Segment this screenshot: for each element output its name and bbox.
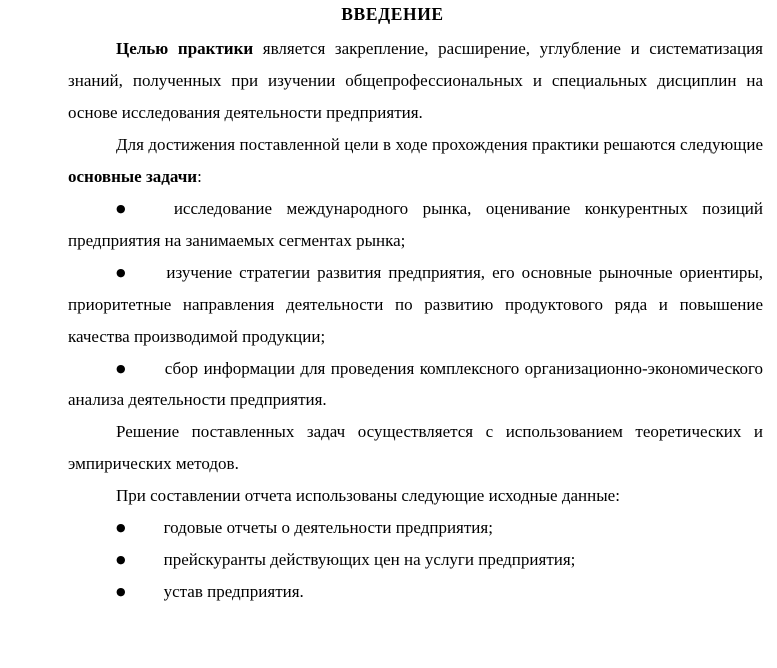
paragraph-methods-run-0: Решение поставленных задач осуществляется с использованием теоретических и эмпирических методов. [68,422,763,474]
bullet-task-1 [68,193,769,257]
paragraph-goal [68,33,769,129]
bullet-source-1-run-0: годовые отчеты о деятельности предприятия; [163,518,493,538]
bullet-icon: ● [116,201,136,215]
bullet-task-2-run-0: изучение стратегии развития предприятия, его основные рыночные ориентиры, приоритетные направления деятельности по развитию продуктового ряда и повышение качества производимой продукции; [68,262,763,346]
bullet-task-3 [68,353,769,417]
page-title: ВВЕДЕНИЕ [341,4,444,24]
bullet-source-3-run-0: устав предприятия. [163,582,304,602]
bullet-task-1-run-0: исследование международного рынка, оценивание конкурентных позиций предприятия на занимаемых сегментах рынка; [68,198,763,250]
bullet-task-2 [68,257,769,353]
paragraph-sources-intro-run-0: При составлении отчета использованы следующие исходные данные: [116,486,620,506]
bullet-source-2-run-0: прейскуранты действующих цен на услуги предприятия; [163,550,576,570]
bullet-source-2 [68,544,769,576]
paragraph-tasks-intro [68,129,769,193]
bullet-icon: ● [116,265,129,279]
bullet-icon: ● [116,553,126,567]
bullet-icon: ● [116,361,127,375]
bullet-source-3 [68,576,769,608]
paragraph-methods [68,416,769,480]
paragraph-goal-run-1: является закрепление, расширение, углубление и систематизация знаний, полученных при изучении общепрофессиональных и специальных дисциплин на основе исследования деятельности предприятия. [68,39,763,122]
bullet-icon: ● [116,521,126,535]
bullet-icon: ● [116,585,126,599]
paragraph-tasks-intro-run-2: : [197,166,202,186]
document-body [68,33,769,608]
document-page [0,4,777,668]
paragraph-goal-run-0: Целью практики [116,39,254,58]
paragraph-sources-intro [68,480,769,512]
paragraph-tasks-intro-run-0: Для достижения поставленной цели в ходе прохождения практики решаются следующие [116,134,763,154]
bullet-task-3-run-0: сбор информации для проведения комплексного организационно-экономического анализа деятельности предприятия. [68,358,763,410]
paragraph-tasks-intro-run-1: основные задачи [68,166,198,186]
bullet-source-1 [68,512,769,544]
